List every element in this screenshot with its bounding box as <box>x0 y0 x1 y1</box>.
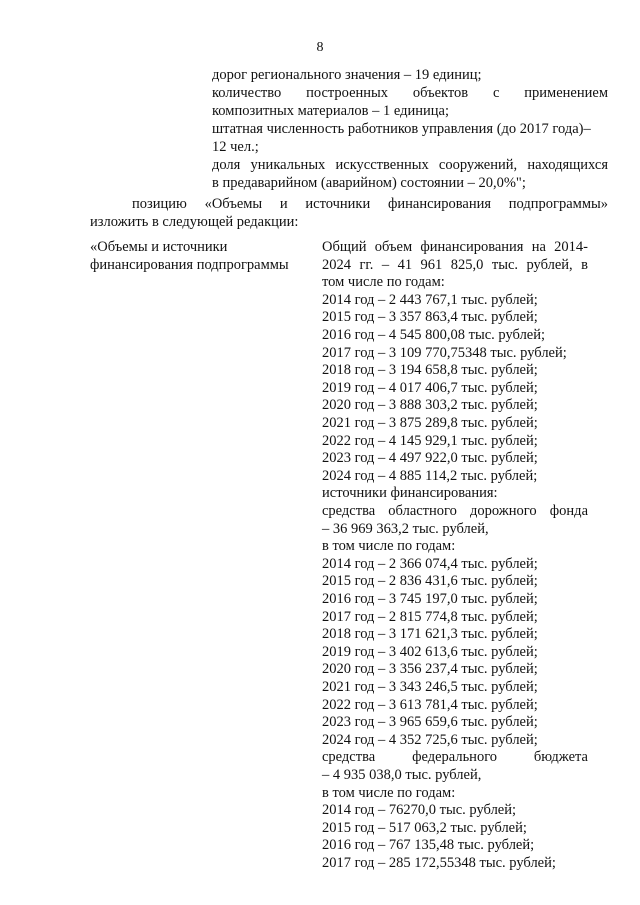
intro-line: доля уникальных искусственных сооружений, находящихся <box>212 157 608 173</box>
financing-line: 2019 год – 3 402 613,6 тыс. рублей; <box>322 643 538 660</box>
financing-line: средства федерального бюджета <box>322 749 588 766</box>
instruction-line: позицию «Объемы и источники финансирования подпрограммы» <box>132 196 608 212</box>
financing-line: 2017 год – 2 815 774,8 тыс. рублей; <box>322 608 538 625</box>
financing-line: 2017 год – 3 109 770,75348 тыс. рублей; <box>322 344 567 361</box>
financing-line: 2020 год – 3 888 303,2 тыс. рублей; <box>322 397 538 414</box>
financing-line: 2023 год – 3 965 659,6 тыс. рублей; <box>322 714 538 731</box>
financing-line: – 4 935 038,0 тыс. рублей, <box>322 767 482 783</box>
financing-line: 2017 год – 285 172,55348 тыс. рублей; <box>322 855 556 871</box>
financing-line: 2023 год – 4 497 922,0 тыс. рублей; <box>322 450 538 467</box>
financing-line: 2015 год – 517 063,2 тыс. рублей; <box>322 819 527 836</box>
left-label-line: финансирования подпрограммы <box>90 257 289 273</box>
financing-line: 2016 год – 767 135,48 тыс. рублей; <box>322 837 535 854</box>
intro-line: 12 чел.; <box>212 139 259 155</box>
financing-line: 2021 год – 3 343 246,5 тыс. рублей; <box>322 679 538 695</box>
intro-line: в предаварийном (аварийном) состоянии – 20,0%"; <box>212 175 526 191</box>
intro-line: композитных материалов – 1 единица; <box>212 103 449 119</box>
financing-line: том числе по годам: <box>322 274 445 291</box>
financing-line: 2016 год – 4 545 800,08 тыс. рублей; <box>322 327 546 343</box>
financing-line: 2024 год – 4 352 725,6 тыс. рублей; <box>322 731 538 748</box>
instruction-line: изложить в следующей редакции: <box>90 214 299 230</box>
financing-line: 2024 гг. – 41 961 825,0 тыс. рублей, в <box>322 256 588 273</box>
page-number: 8 <box>316 40 324 55</box>
intro-line: дорог регионального значения – 19 единиц; <box>212 67 482 83</box>
financing-line: источники финансирования: <box>322 485 498 502</box>
financing-line: 2022 год – 3 613 781,4 тыс. рублей; <box>322 696 538 713</box>
financing-line: в том числе по годам: <box>322 538 456 555</box>
financing-line: 2014 год – 76270,0 тыс. рублей; <box>322 802 517 819</box>
financing-line: Общий объем финансирования на 2014- <box>322 239 588 255</box>
financing-line: 2024 год – 4 885 114,2 тыс. рублей; <box>322 467 538 484</box>
intro-line: количество построенных объектов с применением <box>212 85 608 101</box>
financing-line: 2016 год – 3 745 197,0 тыс. рублей; <box>322 591 538 607</box>
financing-line: 2022 год – 4 145 929,1 тыс. рублей; <box>322 432 538 449</box>
financing-line: 2020 год – 3 356 237,4 тыс. рублей; <box>322 661 538 678</box>
financing-line: 2021 год – 3 875 289,8 тыс. рублей; <box>322 415 538 431</box>
financing-line: 2015 год – 3 357 863,4 тыс. рублей; <box>322 309 538 326</box>
financing-line: 2015 год – 2 836 431,6 тыс. рублей; <box>322 573 538 590</box>
financing-line: средства областного дорожного фонда <box>322 503 588 519</box>
financing-line: в том числе по годам: <box>322 784 456 801</box>
financing-line: 2014 год – 2 366 074,4 тыс. рублей; <box>322 555 538 572</box>
left-label-line: «Объемы и источники <box>90 239 228 255</box>
financing-line: 2018 год – 3 171 621,3 тыс. рублей; <box>322 626 538 643</box>
financing-line: 2014 год – 2 443 767,1 тыс. рублей; <box>322 291 538 308</box>
financing-line: 2018 год – 3 194 658,8 тыс. рублей; <box>322 362 538 379</box>
intro-line: штатная численность работников управления (до 2017 года)– <box>212 121 591 137</box>
financing-line: – 36 969 363,2 тыс. рублей, <box>322 520 489 537</box>
financing-line: 2019 год – 4 017 406,7 тыс. рублей; <box>322 379 538 396</box>
